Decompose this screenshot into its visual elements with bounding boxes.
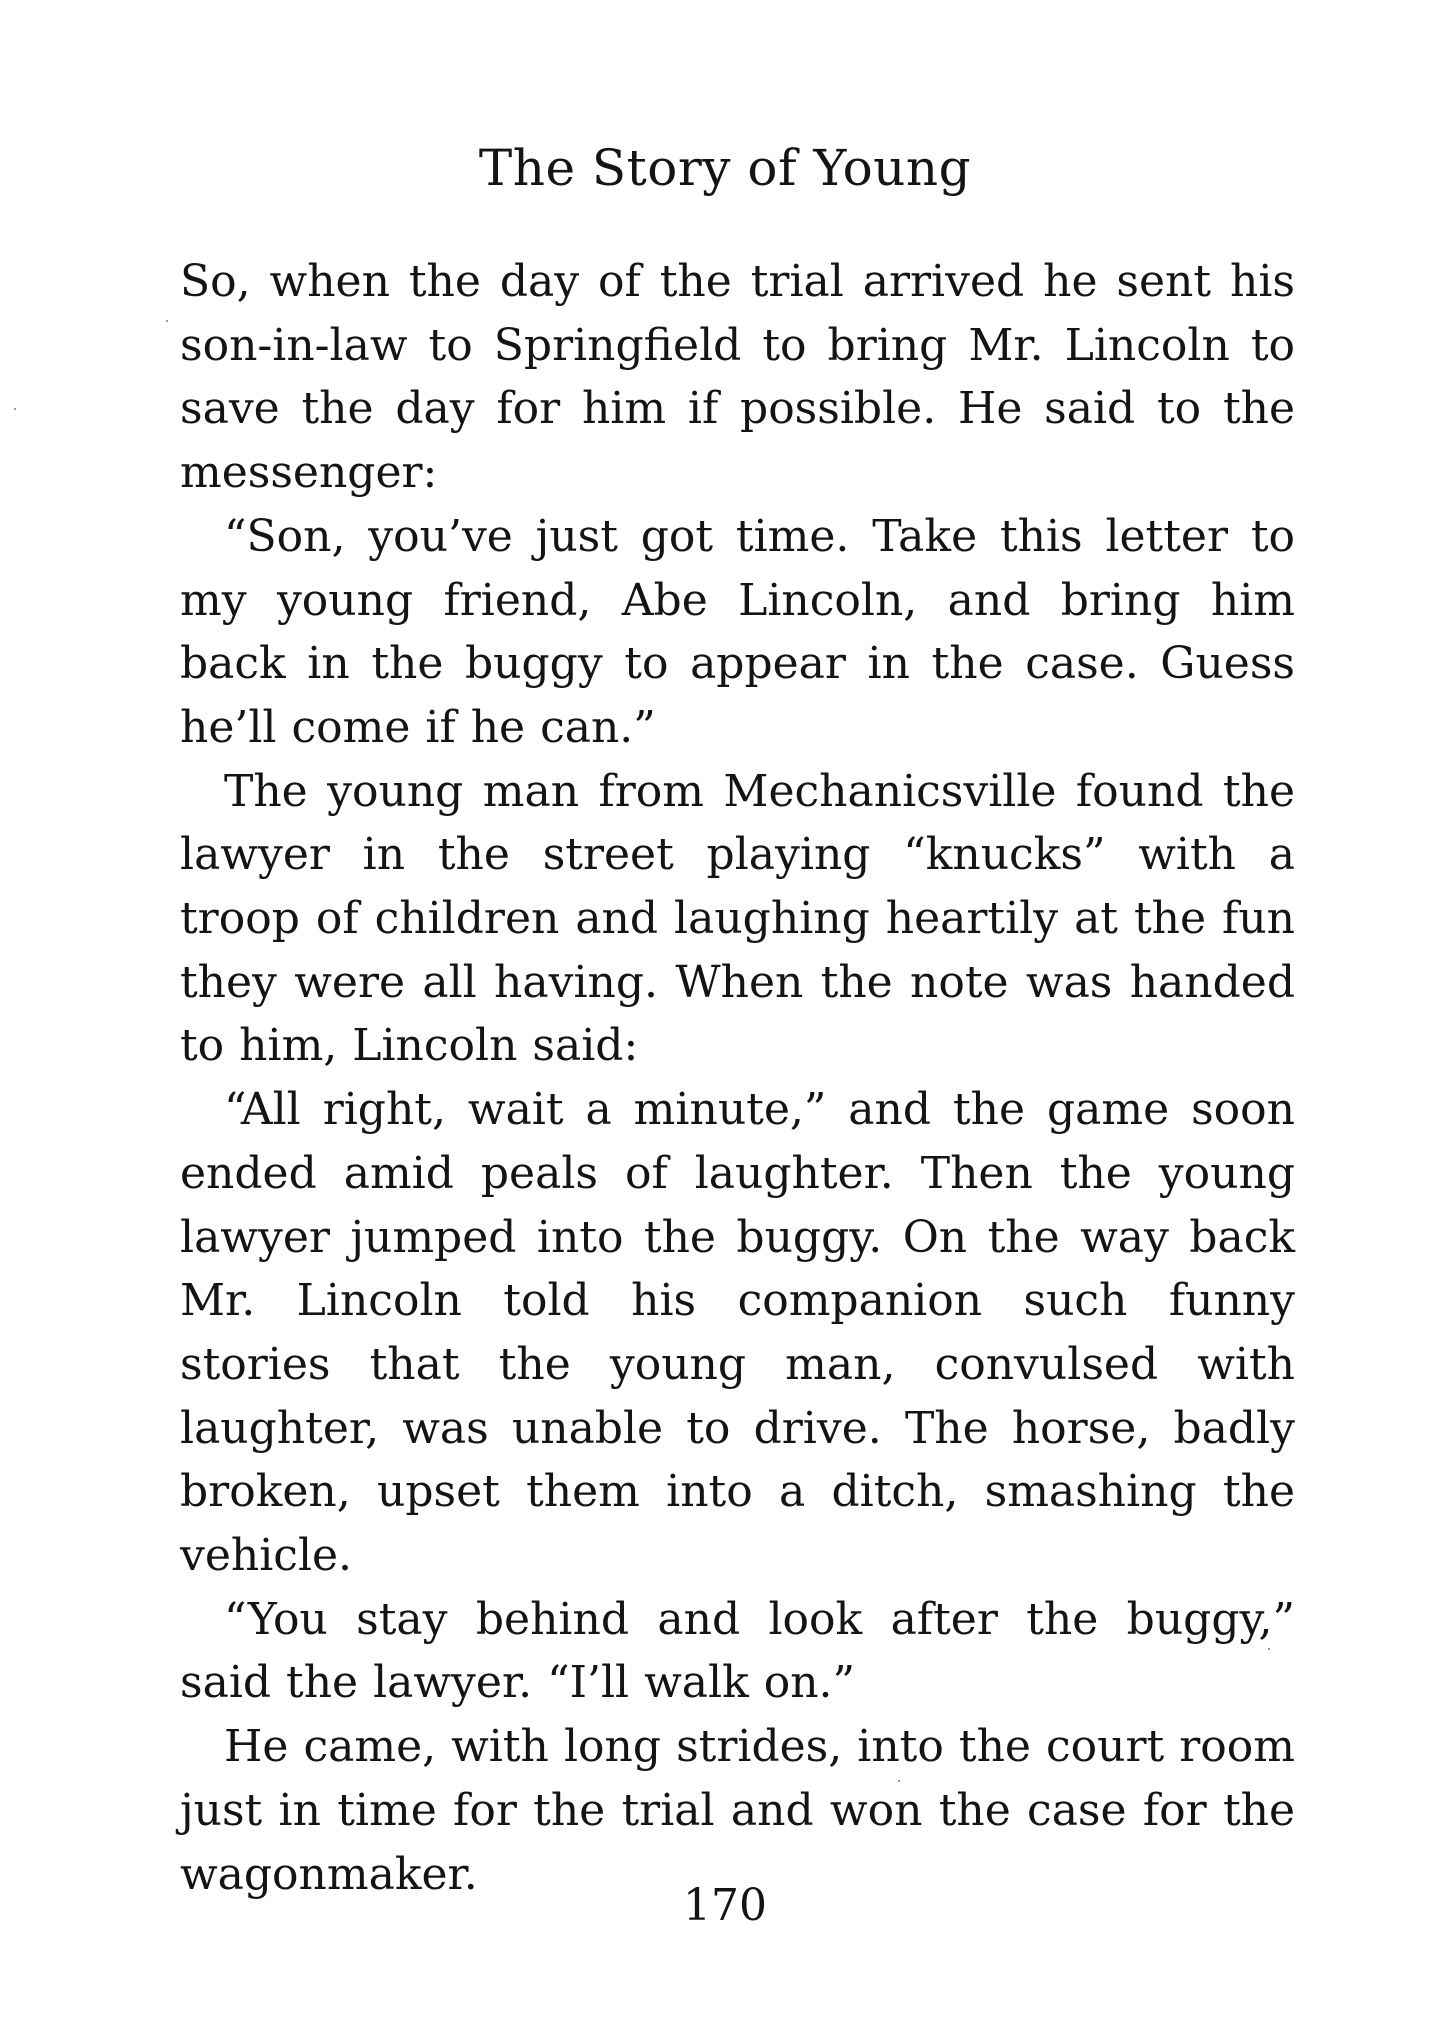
scan-speck	[1268, 1648, 1270, 1650]
scan-speck	[898, 1780, 900, 1782]
scan-speck	[166, 320, 168, 322]
paragraph-2: “Son, you’ve just got time. Take this letter to my young friend, Abe Lincoln, and bring him back in the buggy to appear in the case. Guess he’ll come if he can.”	[180, 510, 1295, 753]
page-number: 170	[683, 1880, 767, 1931]
scan-speck	[14, 408, 16, 410]
paragraph-1: So, when the day of the trial arrived he sent his son-in-law to Springfield to bring Mr. Lincoln to save the day for him if possible. He said to the messenger:	[180, 256, 1295, 499]
paragraph-6: He came, with long strides, into the court room just in time for the trial and won the case for the wagonmaker.	[180, 1721, 1295, 1900]
running-head: The Story of Young	[478, 139, 972, 197]
paragraph-4: “All right, wait a minute,” and the game soon ended amid peals of laughter. Then the young lawyer jumped into the buggy. On the way back Mr. Lincoln told his companion such funny stories that the young man, convulsed with laughter, was unable to drive. The horse, badly broken, upset them into a ditch, smashing the vehicle.	[180, 1084, 1295, 1582]
paragraph-5: “You stay behind and look after the buggy,” said the lawyer. “I’ll walk on.”	[180, 1593, 1295, 1709]
body-text	[180, 250, 1295, 1906]
paragraph-3: The young man from Mechanicsville found the lawyer in the street playing “knucks” with a troop of children and laughing heartily at the fun they were all having. When the note was handed to him, Lincoln said:	[180, 765, 1295, 1072]
